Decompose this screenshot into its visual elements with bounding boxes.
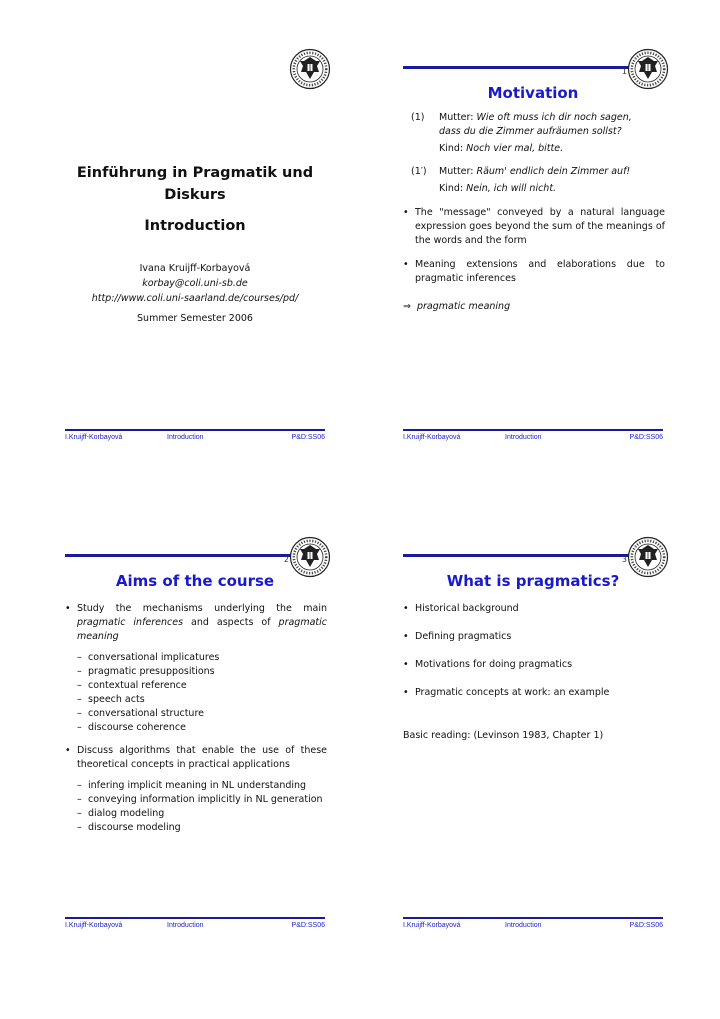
slide-footer bbox=[65, 429, 325, 445]
sub-item: – discourse modeling bbox=[77, 821, 327, 835]
sub-item: – conveying information implicitly in NL generation bbox=[77, 793, 327, 807]
slide-footer bbox=[65, 917, 325, 933]
utterance: Noch vier mal, bitte. bbox=[466, 143, 564, 154]
conclusion-text: pragmatic meaning bbox=[417, 301, 511, 312]
footer-topic: Introduction bbox=[167, 922, 204, 929]
sub-item: – speech acts bbox=[77, 693, 327, 707]
bullet-item: • Motivations for doing pragmatics bbox=[403, 658, 665, 672]
utterance: Wie oft muss ich dir noch sagen, bbox=[476, 112, 632, 123]
bullet-item: • Defining pragmatics bbox=[403, 630, 665, 644]
motivation-bullets bbox=[403, 206, 665, 286]
slide-motivation bbox=[383, 30, 683, 450]
slide-heading: What is pragmatics? bbox=[446, 572, 620, 590]
speaker-label: Kind: bbox=[439, 143, 464, 154]
footer-course: P&D:SS06 bbox=[629, 434, 663, 441]
sub-item: – dialog modeling bbox=[77, 807, 327, 821]
slide-number: 3 bbox=[621, 555, 627, 564]
bullet-item: • Meaning extensions and elaborations due to pragmatic inferences bbox=[403, 258, 665, 286]
example-1-prime bbox=[411, 165, 663, 196]
example-1 bbox=[411, 111, 663, 156]
footer-course: P&D:SS06 bbox=[629, 922, 663, 929]
utterance: Nein, ich will nicht. bbox=[466, 183, 557, 194]
conclusion bbox=[403, 300, 510, 314]
slide-title-page bbox=[45, 30, 345, 450]
slide-heading: Aims of the course bbox=[115, 572, 275, 590]
slide-what-is-pragmatics bbox=[383, 518, 683, 938]
slide-number: 1 bbox=[621, 67, 627, 76]
speaker-label: Kind: bbox=[439, 183, 464, 194]
footer-author: I.Kruijff-Korbayová bbox=[65, 922, 123, 929]
lecture-subtitle: Introduction bbox=[144, 218, 246, 234]
slide-footer bbox=[403, 917, 663, 933]
sub-list bbox=[77, 779, 327, 835]
utterance: Räum' endlich dein Zimmer auf! bbox=[476, 166, 631, 177]
implies-arrow-icon: ⇒ bbox=[403, 301, 411, 312]
speaker-label: Mutter: bbox=[439, 166, 474, 177]
basic-reading: Basic reading: (Levinson 1983, Chapter 1) bbox=[403, 730, 604, 741]
bullet-item: • Historical background bbox=[403, 602, 665, 616]
sub-item: – infering implicit meaning in NL understanding bbox=[77, 779, 327, 793]
footer-topic: Introduction bbox=[505, 922, 542, 929]
utterance-continued: dass du die Zimmer aufräumen sollst? bbox=[439, 126, 622, 137]
bullet-item: • Pragmatic concepts at work: an example bbox=[403, 686, 665, 700]
example-number: (1) bbox=[411, 112, 425, 123]
sub-item: – contextual reference bbox=[77, 679, 327, 693]
sub-item: – conversational implicatures bbox=[77, 651, 327, 665]
footer-author: I.Kruijff-Korbayová bbox=[403, 434, 461, 441]
university-seal-icon bbox=[289, 48, 331, 90]
sub-item: – conversational structure bbox=[77, 707, 327, 721]
footer-course: P&D:SS06 bbox=[291, 922, 325, 929]
footer-topic: Introduction bbox=[167, 434, 204, 441]
course-title: Einführung in Pragmatik und Diskurs bbox=[76, 165, 314, 203]
slide-aims bbox=[45, 518, 345, 938]
topic-bullets bbox=[403, 602, 665, 700]
footer-course: P&D:SS06 bbox=[291, 434, 325, 441]
example-number: (1′) bbox=[411, 166, 427, 177]
slide-number: 2 bbox=[283, 555, 289, 564]
sub-item: – pragmatic presuppositions bbox=[77, 665, 327, 679]
bullet-item: • Study the mechanisms underlying the main pragmatic inferences and aspects of pragmatic meaning – conversational implicatures – pragmatic presuppositions – contextual reference – speech acts – conversational structure – discourse coherence bbox=[65, 602, 327, 735]
sub-list bbox=[77, 651, 327, 735]
footer-topic: Introduction bbox=[505, 434, 542, 441]
bullet-item: • The "message" conveyed by a natural language expression goes beyond the sum of the meanings of the words and the form bbox=[403, 206, 665, 248]
slide-footer bbox=[403, 429, 663, 445]
sub-item: – discourse coherence bbox=[77, 721, 327, 735]
semester: Summer Semester 2006 bbox=[137, 313, 253, 324]
author-email: korbay@coli.uni-sb.de bbox=[142, 278, 248, 289]
bullet-item: • Discuss algorithms that enable the use of these theoretical concepts in practical applications – infering implicit meaning in NL understanding – conveying information implicitly in NL generation – dialog modeling – discourse modeling bbox=[65, 744, 327, 835]
aims-bullets bbox=[65, 602, 327, 835]
footer-author: I.Kruijff-Korbayová bbox=[65, 434, 123, 441]
footer-author: I.Kruijff-Korbayová bbox=[403, 922, 461, 929]
course-url: http://www.coli.uni-saarland.de/courses/pd/ bbox=[91, 293, 299, 304]
slide-heading: Motivation bbox=[487, 84, 579, 102]
author-name: Ivana Kruijff-Korbayová bbox=[139, 263, 251, 274]
speaker-label: Mutter: bbox=[439, 112, 474, 123]
